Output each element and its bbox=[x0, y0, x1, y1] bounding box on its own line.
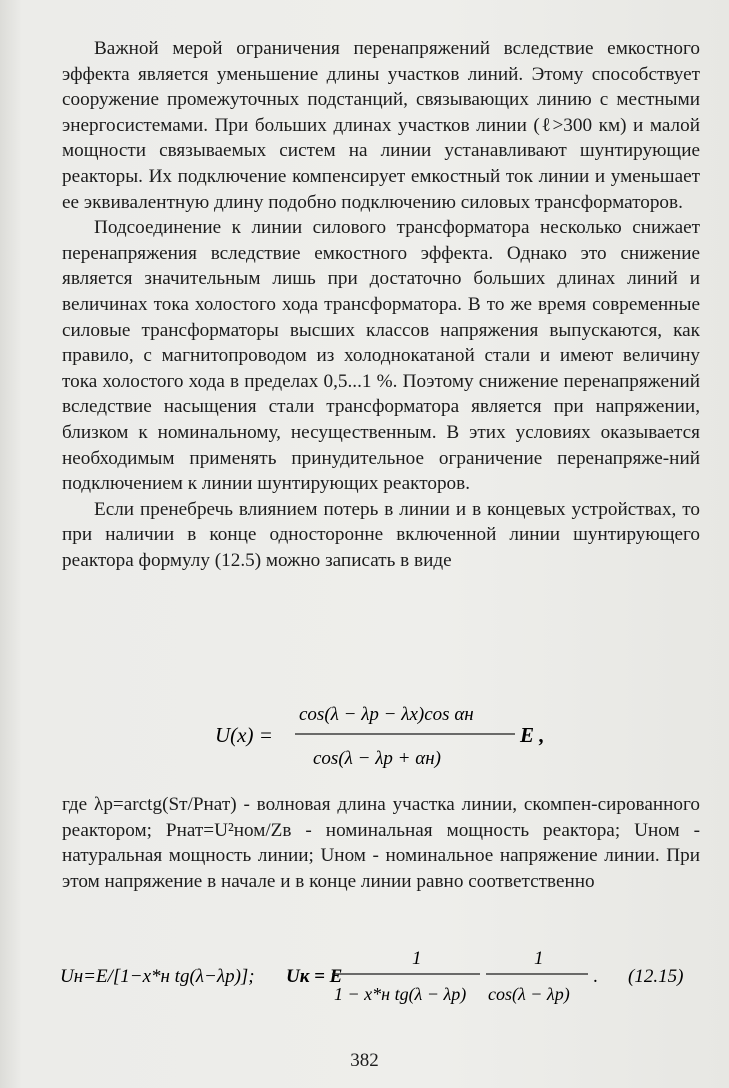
paragraph-3: Если пренебречь влиянием потерь в линии и в концевых устройствах, то при наличии в конце односторонне включенной линии шунтирующего реактора формулу (12.5) можно записать в виде bbox=[62, 498, 700, 571]
formula2-den2: cos(λ − λр) bbox=[488, 984, 570, 1004]
formula2-number: (12.15) bbox=[628, 966, 684, 987]
body-text bbox=[62, 36, 700, 573]
formula2-uk: Uк = E bbox=[286, 966, 343, 987]
formula2-den1: 1 − x*н tg(λ − λр) bbox=[334, 984, 467, 1004]
formula-u-of-x bbox=[215, 690, 575, 780]
formula2-num1: 1 bbox=[412, 948, 422, 969]
formula-12-15 bbox=[60, 938, 710, 1008]
page-number: 382 bbox=[350, 1050, 379, 1071]
formula1-lhs: U(x) = bbox=[215, 723, 273, 747]
paragraph-2: Подсоединение к линии силового трансформатора несколько снижает перенапряжения вследствие емкостного эффекта. Однако это снижение является значительным лишь при достаточно больших длинах линий и величинах тока холостого хода трансформатора. В то же время современные силовые трансформаторы высших классов напряжения выпускаются, как правило, с магнитопроводом из холоднокатаной стали и имеют величину тока холостого хода в пределах 0,5...1 %. Поэтому снижение перенапряжений вследствие насыщения стали трансформатора является при напряжении, близком к номинальному, несущественным. В этих условиях оказывается необходимым применять принудительное ограничение перенапряже-ний подключением к линии шунтирующих реакторов. bbox=[62, 217, 700, 495]
formula1-rhs: E , bbox=[520, 723, 545, 747]
paragraph-4: где λр=arctg(Sт/Pнат) - волновая длина участка линии, скомпен-сированного реактором; Pнат=U²ном/Zв - номинальная мощность реактора; Uном - натуральная мощность линии; Uном - номинальное напряжение линии. При этом напряжение в начале и в конце линии равно соответственно bbox=[62, 794, 700, 892]
formula2-un: Uн=E/[1−x*н tg(λ−λр)]; bbox=[60, 966, 255, 987]
formula1-numerator: cos(λ − λp − λx)cos αн bbox=[299, 704, 474, 725]
formula1-denominator: cos(λ − λp + αн) bbox=[313, 748, 441, 769]
paragraph-1: Важной мерой ограничения перенапряжений вследствие емкостного эффекта является уменьшение длины участков линий. Этому способствует сооружение промежуточных подстанций, связывающих линию с местными энергосистемами. При больших длинах участков линии (ℓ>300 км) и малой мощности связываемых систем на линии устанавливают шунтирующие реакторы. Их подключение компенсирует емкостный ток линии и уменьшает ее эквивалентную длину подобно подключению силовых трансформаторов. bbox=[62, 38, 700, 213]
formula2-num2: 1 bbox=[534, 948, 544, 969]
formula2-dot: . bbox=[593, 966, 598, 987]
